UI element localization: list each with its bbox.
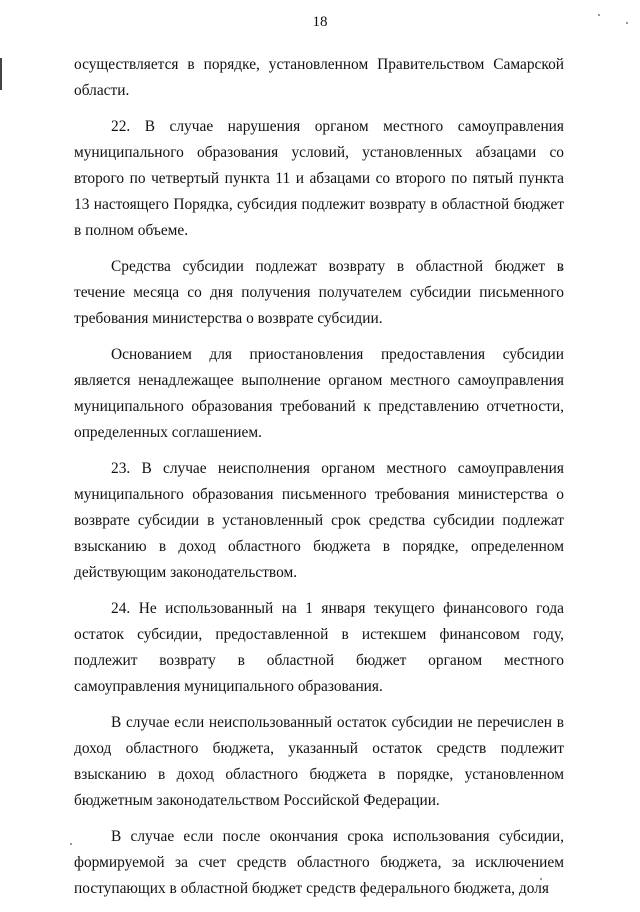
paragraph-suspension-grounds: Основанием для приостановления предоставления субсидии является ненадлежащее выполнение органом местного самоуправления муниципального образования требований к представлению отчетности, определенных соглашением. xyxy=(74,346,564,441)
paragraph-unused-balance: В случае если неиспользованный остаток субсидии не перечислен в доход областного бюджета, указанный остаток средств подлежит взысканию в доход областного бюджета в порядке, установленном бюджетным законодательством Российской Федерации. xyxy=(74,714,564,809)
paragraph-refund-term: Средства субсидии подлежат возврату в областной бюджет в течение месяца со дня получения получателем субсидии письменного требования министерства о возврате субсидии. xyxy=(74,258,564,327)
document-body xyxy=(74,52,564,912)
paragraph-24: 24. Не использованный на 1 января текущего финансового года остаток субсидии, предоставленной в истекшем финансовом году, подлежит возврату в областной бюджет органом местного самоуправления муниципального образования. xyxy=(74,600,564,695)
paragraph-22: 22. В случае нарушения органом местного самоуправления муниципального образования условий, установленных абзацами со второго по четвертый пункта 11 и абзацами со второго по пятый пункта 13 настоящего Порядка, субсидия подлежит возврату в областной бюджет в полном объеме. xyxy=(74,118,564,239)
scan-speck xyxy=(70,843,72,845)
paragraph-23: 23. В случае неисполнения органом местного самоуправления муниципального образования письменного требования министерства о возврате субсидии в установленный срок средства субсидии подлежат взысканию в доход областного бюджета в порядке, определенном действующим законодательством. xyxy=(74,460,564,581)
page-number: 18 xyxy=(312,14,328,30)
scan-margin-mark xyxy=(0,58,2,90)
paragraph-continuation: осуществляется в порядке, установленном Правительством Самарской области. xyxy=(74,56,564,99)
paragraph-after-term: В случае если после окончания срока использования субсидии, формируемой за счет средств областного бюджета, за исключением поступающих в областной бюджет средств федерального бюджета, доля xyxy=(74,828,564,897)
